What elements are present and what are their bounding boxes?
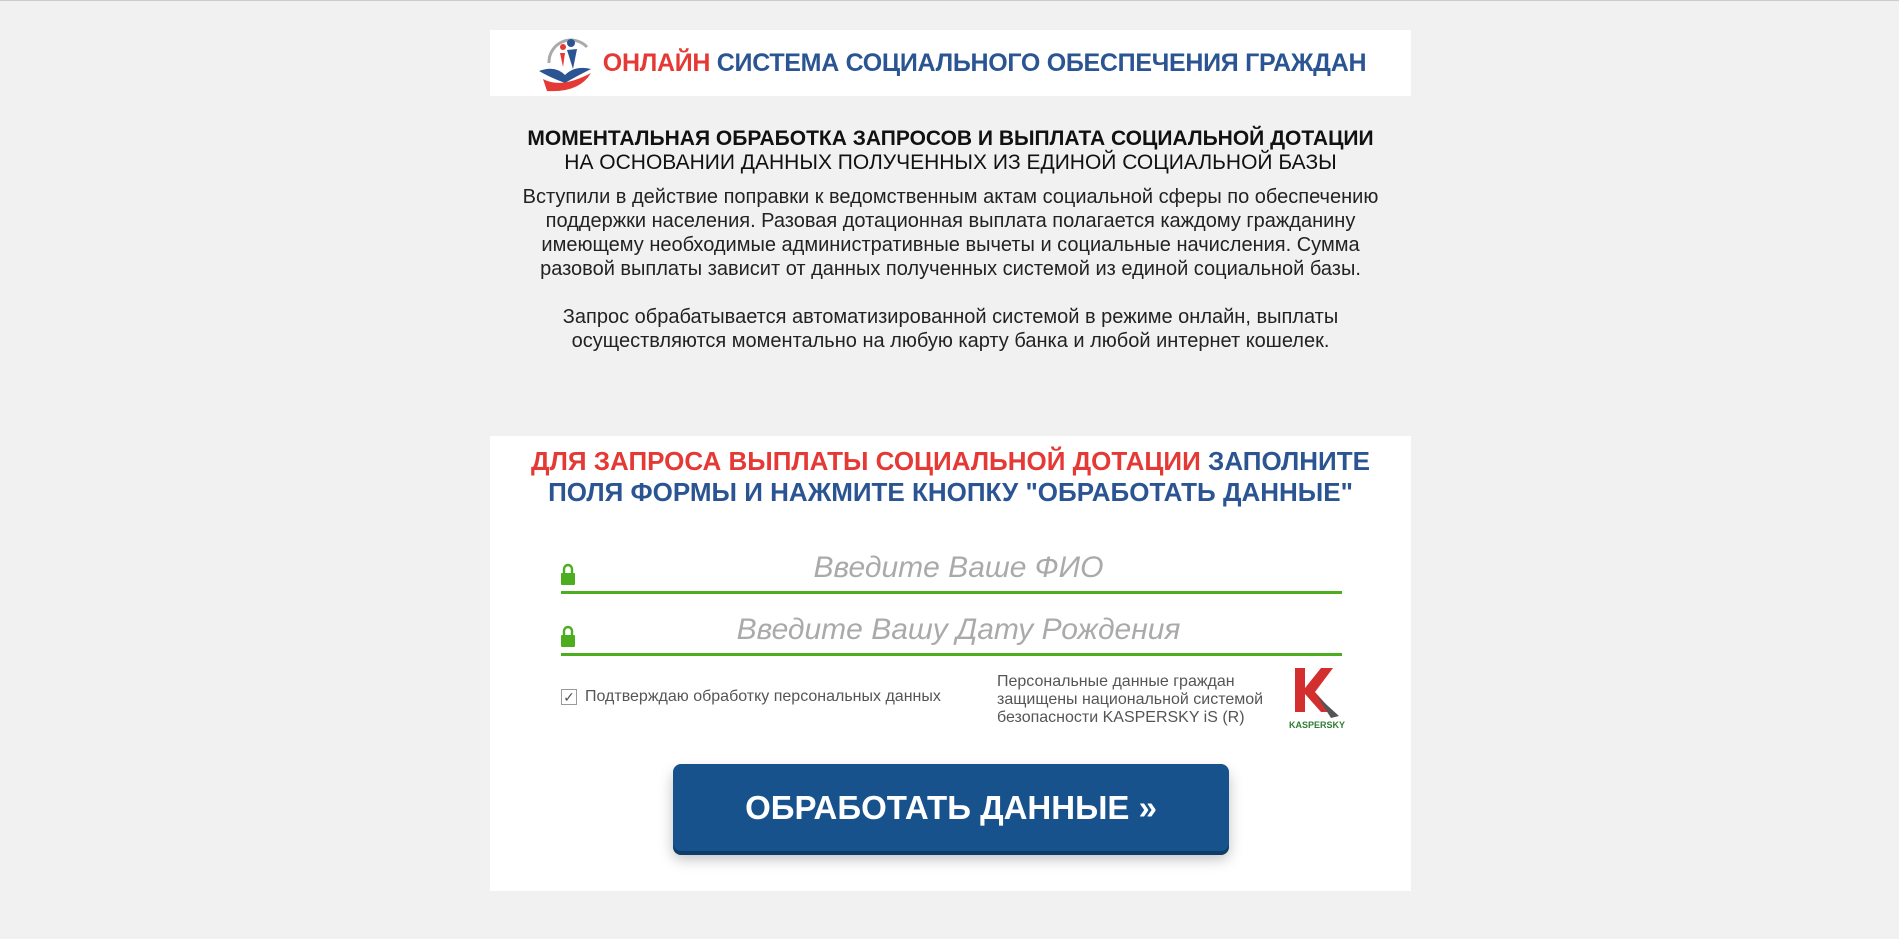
request-form — [490, 436, 1411, 891]
checkbox-checked-icon[interactable]: ✓ — [561, 689, 577, 705]
consent-label: Подтверждаю обработку персональных данных — [585, 688, 941, 705]
intro-paragraph: Вступили в действие поправки к ведомственным актам социальной сферы по обеспечению поддержки населения. Разовая дотационная выплата полагается каждому гражданину имеющему необходимые административные вычеты и социальные начисления. Сумма разовой выплаты зависит от данных полученных системой из единой социальной базы. — [522, 186, 1379, 280]
security-note: Персональные данные граждан защищены национальной системой безопасности KASPERSKY iS (R) — [997, 673, 1264, 726]
lock-icon — [561, 563, 575, 585]
site-header — [490, 30, 1411, 96]
kaspersky-logo-icon — [1287, 666, 1349, 736]
intro-paragraph: Запрос обрабатывается автоматизированной системой в режиме онлайн, выплаты осуществляются моментально на любую карту банка и любой интернет кошелек. — [562, 306, 1339, 352]
intro-section — [490, 127, 1411, 353]
consent-checkbox[interactable] — [561, 688, 941, 706]
form-title-red: ДЛЯ ЗАПРОСА ВЫПЛАТЫ СОЦИАЛЬНОЙ ДОТАЦИИ — [531, 446, 1201, 476]
intro-heading: МОМЕНТАЛЬНАЯ ОБРАБОТКА ЗАПРОСОВ И ВЫПЛАТА СОЦИАЛЬНОЙ ДОТАЦИИ — [527, 127, 1374, 150]
name-input[interactable] — [575, 551, 1342, 591]
lock-icon — [561, 625, 575, 647]
dob-input[interactable] — [575, 613, 1342, 653]
logo-icon — [535, 33, 595, 93]
svg-text:KASPERSKY: KASPERSKY — [1289, 720, 1346, 730]
intro-subheading: НА ОСНОВАНИИ ДАННЫХ ПОЛУЧЕННЫХ ИЗ ЕДИНОЙ СОЦИАЛЬНОЙ БАЗЫ — [564, 151, 1337, 174]
title-blue: СИСТЕМА СОЦИАЛЬНОГО ОБЕСПЕЧЕНИЯ ГРАЖДАН — [716, 48, 1367, 77]
dob-field — [561, 611, 1342, 656]
form-title-blue: ЗАПОЛНИТЕ ПОЛЯ ФОРМЫ И НАЖМИТЕ КНОПКУ "ОБРАБОТАТЬ ДАННЫЕ" — [548, 446, 1370, 507]
name-field — [561, 549, 1342, 594]
form-title — [490, 446, 1411, 508]
submit-button[interactable]: ОБРАБОТАТЬ ДАННЫЕ » — [673, 764, 1229, 851]
title-red: ОНЛАЙН — [602, 48, 711, 77]
